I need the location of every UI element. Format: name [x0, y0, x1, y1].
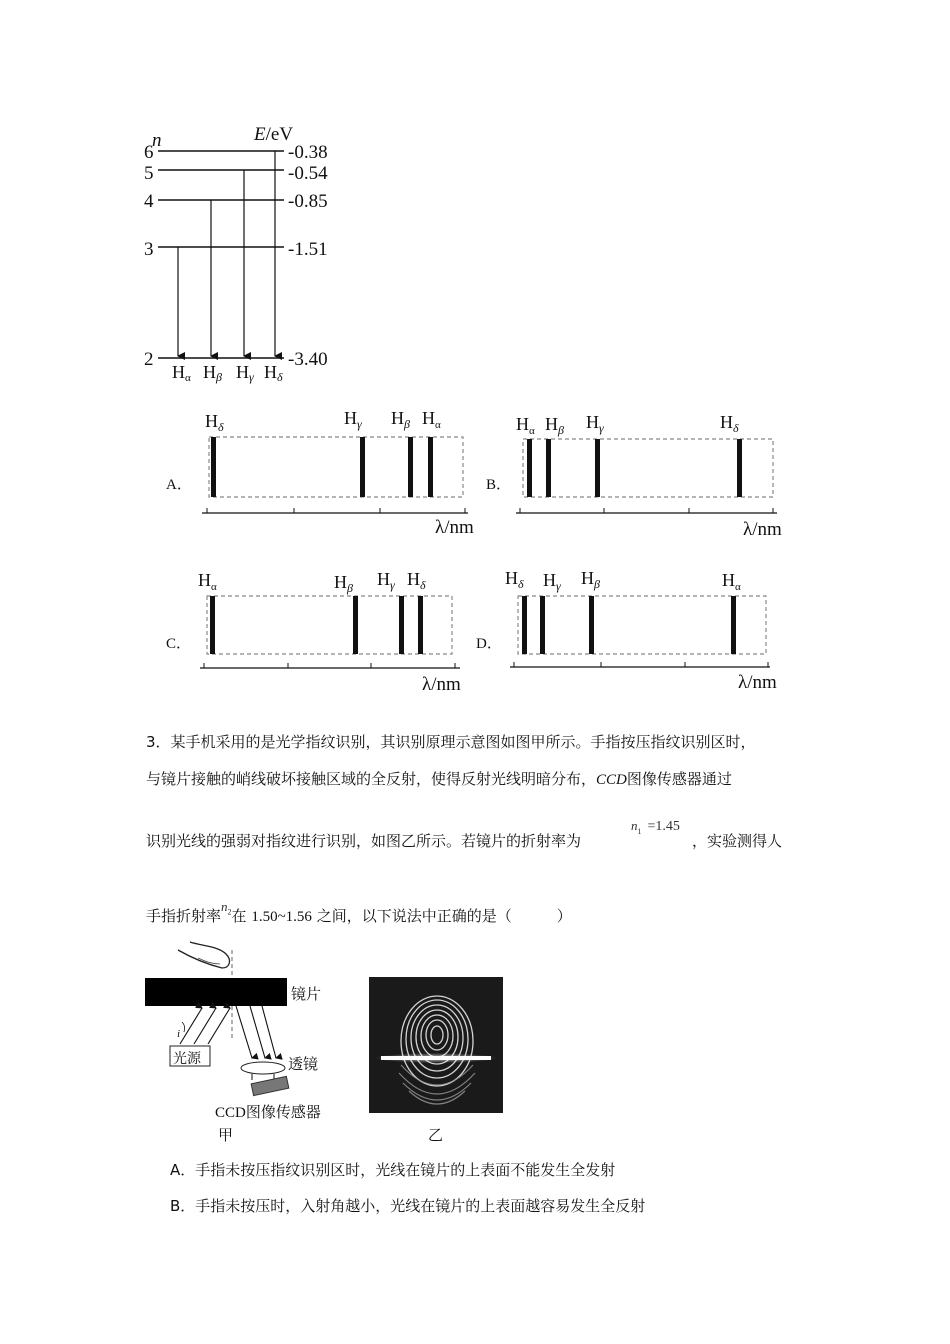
spectral-line — [408, 437, 413, 497]
level-n: 6 — [144, 142, 154, 163]
spectral-line — [399, 596, 404, 654]
line-label: $H_\beta$ — [545, 414, 564, 437]
n2-symbol: $n_2$ — [221, 899, 232, 917]
question3-line3: 识别光线的强弱对指纹进行识别，如图乙所示。若镜片的折射率为 — [146, 832, 582, 850]
answer-option-a[interactable]: A．手指未按压指纹识别区时，光线在镜片的上表面不能发生全发射 — [170, 1161, 616, 1179]
label-h-delta: Hδ — [264, 362, 283, 384]
ccd-sensor — [251, 1076, 289, 1095]
option-letter: B． — [486, 477, 512, 493]
q3-text: 图像传感器通过 — [626, 770, 732, 788]
q3-ccd: CCD — [596, 772, 627, 788]
spectral-line — [353, 596, 358, 654]
spectral-line — [522, 596, 527, 654]
spectral-line — [428, 437, 433, 497]
level-n: 5 — [144, 163, 154, 184]
line-label: $H_\gamma$ — [543, 570, 561, 593]
level-n: 3 — [144, 239, 154, 260]
n1-formula: $n_1 =1.45$ — [631, 818, 680, 836]
spectrum-option-d[interactable] — [470, 560, 800, 700]
line-label: $H_\alpha$ — [516, 414, 535, 437]
option-letter: A． — [166, 477, 192, 493]
figure-yi-caption: 乙 — [428, 1126, 444, 1144]
convex-lens — [241, 1062, 285, 1074]
q3-text: 在 — [231, 907, 247, 925]
finger-icon — [178, 942, 229, 968]
spectral-line — [737, 439, 742, 497]
q3-text: 之间，以下说法中正确的是（ ） — [316, 907, 572, 925]
line-label: $H_\alpha$ — [722, 570, 741, 593]
energy-level-diagram — [130, 110, 370, 400]
spectral-line — [211, 437, 216, 497]
light-source-label: 光源 — [173, 1051, 201, 1067]
spectral-line — [589, 596, 594, 654]
line-label: $H_\beta$ — [391, 408, 410, 431]
axis-label: λ/nm — [738, 672, 777, 693]
spectral-line — [731, 596, 736, 654]
spectral-line — [595, 439, 600, 497]
line-label: $H_\beta$ — [581, 568, 600, 591]
level-energy: -1.51 — [288, 239, 328, 260]
line-label: $H_\delta$ — [720, 412, 739, 435]
convex-lens-label: 透镜 — [288, 1055, 319, 1073]
line-label: $H_\delta$ — [205, 411, 224, 434]
level-5 — [144, 163, 328, 184]
line-label: $H_\gamma$ — [377, 569, 395, 592]
q3-range: 1.50~1.56 — [251, 909, 312, 925]
question3-line2 — [146, 768, 732, 789]
line-label: $H_\delta$ — [407, 569, 426, 592]
spectral-line — [546, 439, 551, 497]
question3-line1: 3．某手机采用的是光学指纹识别，其识别原理示意图如图甲所示。手指按压指纹识别区时， — [146, 733, 756, 751]
line-label: $H_\gamma$ — [586, 412, 604, 435]
lens-plate — [145, 978, 287, 1006]
e-axis-label: E/eV — [254, 124, 294, 145]
n-axis-label: n — [152, 130, 162, 151]
axis-label: λ/nm — [435, 517, 474, 538]
question3-line3-end: ，实验测得人 — [692, 832, 783, 850]
level-4 — [144, 191, 328, 212]
spectral-line — [360, 437, 365, 497]
option-letter: D． — [476, 636, 502, 652]
level-3 — [144, 239, 328, 260]
question3-line4 — [146, 899, 572, 927]
spectral-line — [540, 596, 545, 654]
level-energy: -3.40 — [288, 349, 328, 370]
spectral-line — [527, 439, 532, 497]
spectrum-option-a[interactable] — [160, 400, 500, 545]
level-energy: -0.38 — [288, 142, 328, 163]
label-h-beta: Hβ — [203, 362, 222, 384]
line-label: $H_\beta$ — [334, 572, 353, 595]
spectrum-option-b[interactable] — [480, 400, 810, 545]
spectral-line — [418, 596, 423, 654]
level-energy: -0.54 — [288, 163, 328, 184]
lens-label: 镜片 — [291, 985, 322, 1003]
line-label: $H_\alpha$ — [198, 570, 217, 593]
incident-angle-label: i — [177, 1028, 181, 1040]
line-label: $H_\alpha$ — [422, 408, 441, 431]
level-n: 4 — [144, 191, 154, 212]
axis-label: λ/nm — [422, 674, 461, 695]
line-label: $H_\gamma$ — [344, 408, 362, 431]
level-energy: -0.85 — [288, 191, 328, 212]
figure-jia-caption: 甲 — [218, 1126, 234, 1144]
light-bar — [381, 1056, 491, 1060]
ccd-label: CCD图像传感器 — [215, 1105, 321, 1121]
label-h-gamma: Hγ — [236, 362, 254, 384]
option-letter: C． — [166, 636, 192, 652]
fingerprint-image — [369, 977, 503, 1113]
spectrum-option-c[interactable] — [160, 560, 490, 700]
label-h-alpha: Hα — [172, 362, 191, 384]
level-n: 2 — [144, 349, 154, 370]
level-6 — [144, 142, 328, 163]
q3-text: 手指折射率 — [146, 907, 222, 925]
q3-text: 与镜片接触的峭线破坏接触区域的全反射，使得反射光线明暗分布， — [146, 770, 597, 788]
answer-option-b[interactable]: B．手指未按压时，入射角越小，光线在镜片的上表面越容易发生全反射 — [170, 1197, 646, 1215]
line-label: $H_\delta$ — [505, 568, 524, 591]
spectral-line — [210, 596, 215, 654]
axis-label: λ/nm — [743, 519, 782, 540]
